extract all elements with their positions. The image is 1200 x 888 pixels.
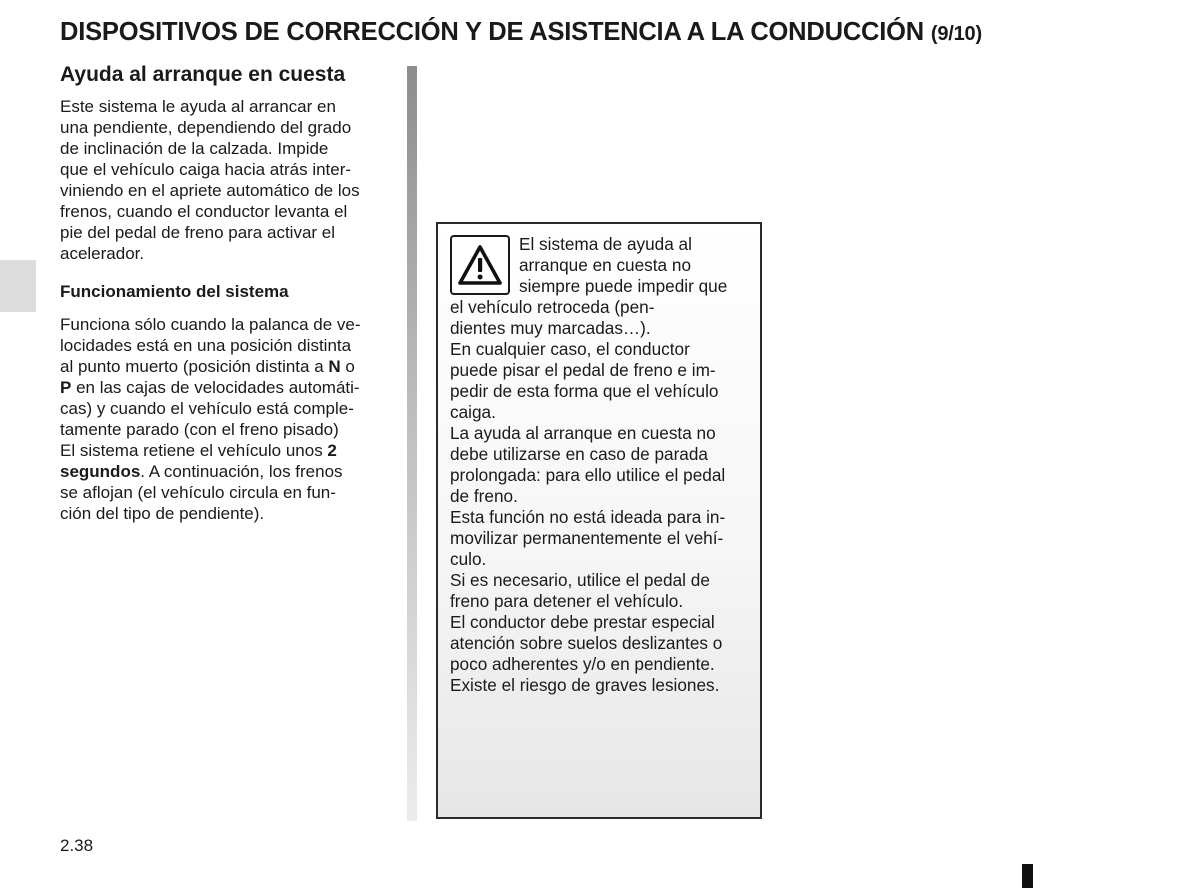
operation-text-1: Funciona sólo cuando la palanca de ve- locidades está en una posición distinta al punto muerto (posición distinta a xyxy=(60,315,361,376)
column-divider xyxy=(407,66,417,821)
gear-p-label: P xyxy=(60,378,72,397)
page-title xyxy=(60,18,982,47)
operation-paragraph xyxy=(60,314,391,524)
page-title-text: DISPOSITIVOS DE CORRECCIÓN Y DE ASISTENCIA A LA CONDUCCIÓN xyxy=(60,18,924,46)
hold-duration: 2 segundos xyxy=(60,441,337,481)
chapter-side-tab xyxy=(0,260,36,312)
warning-triangle-icon xyxy=(450,235,510,295)
operation-text-3: en las cajas de velocidades automáti- cas) y cuando el vehículo está comple- tamente parado (con el freno pisado) El sistema retiene el vehículo unos xyxy=(60,378,360,460)
subsection-title: Funcionamiento del sistema xyxy=(60,282,289,301)
page-number: 2.38 xyxy=(60,836,94,855)
operation-text-2: o xyxy=(345,357,355,376)
warning-box xyxy=(436,222,762,819)
gear-n-label: N xyxy=(328,357,341,376)
section-title: Ayuda al arranque en cuesta xyxy=(60,63,346,86)
intro-paragraph: Este sistema le ayuda al arrancar en una pendiente, dependiendo del grado de inclinación de la calzada. Impide que el vehículo caiga hacia atrás inter- viniendo en el apriete automático de los frenos, cuando el conductor levanta el pie del pedal de freno para activar el acelerador. xyxy=(60,97,360,263)
corner-mark xyxy=(1022,864,1033,888)
page-part-indicator: (9/10) xyxy=(930,23,982,45)
warning-text: El sistema de ayuda al arranque en cuesta no siempre puede impedir que el vehículo retroceda (pen- dientes muy marcadas…). En cualquier caso, el conductor puede pisar el pedal de freno e im- pedir de esta forma que el vehículo caiga. La ayuda al arranque en cuesta no debe utilizarse en caso de parada prolongada: para ello utilice el pedal de freno. Esta función no está ideada para in- movilizar permanentemente el vehí- culo. Si es necesario, utilice el pedal de freno para detener el vehículo. El conductor debe prestar especial atención sobre suelos deslizantes o poco adherentes y/o en pendiente. Existe el riesgo de graves lesiones. xyxy=(450,234,728,695)
left-column xyxy=(60,62,391,524)
operation-text-4: . A continuación, los frenos se aflojan (el vehículo circula en fun- ción del tipo de pendiente). xyxy=(60,462,343,523)
